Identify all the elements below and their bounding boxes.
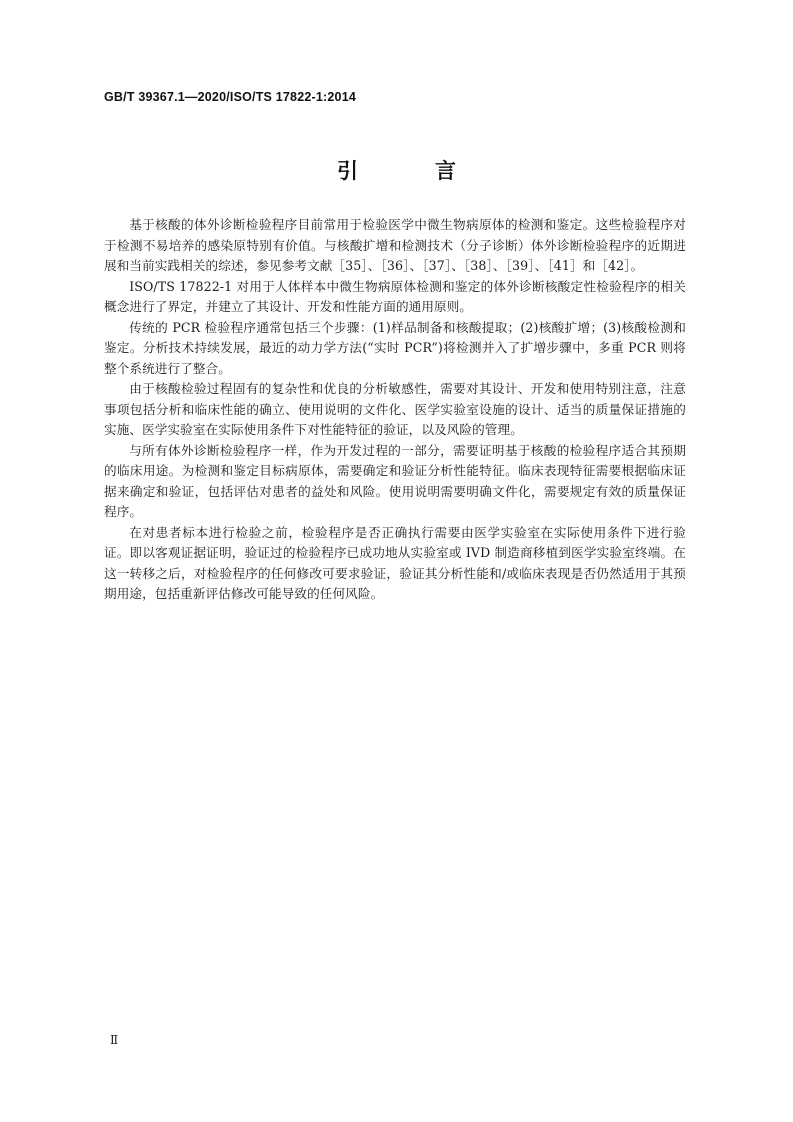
introduction-body	[104, 215, 686, 605]
paragraph-1: 基于核酸的体外诊断检验程序目前常用于检验医学中微生物病原体的检测和鉴定。这些检验程序对于检测不易培养的感染原特别有价值。与核酸扩增和检测技术（分子诊断）体外诊断检验程序的近期进展和当前实践相关的综述，参见参考文献［35］、［36］、［37］、［38］、［39］、［41］和［42］。	[104, 217, 686, 273]
standard-code: GB/T 39367.1—2020/ISO/TS 17822-1:2014	[104, 90, 356, 104]
paragraph-2: ISO/TS 17822-1 对用于人体样本中微生物病原体检测和鉴定的体外诊断核酸定性检验程序的相关概念进行了界定，并建立了其设计、开发和性能方面的通用原则。	[104, 278, 686, 314]
page-number: Ⅱ	[110, 1033, 119, 1047]
paragraph-3: 传统的 PCR 检验程序通常包括三个步骤：(1)样品制备和核酸提取；(2)核酸扩增；(3)核酸检测和鉴定。分析技术持续发展，最近的动力学方法(“实时 PCR”)将检测并入了扩增步骤中，多重 PCR 则将整个系统进行了整合。	[104, 319, 686, 376]
paragraph-5: 与所有体外诊断检验程序一样，作为开发过程的一部分，需要证明基于核酸的检验程序适合其预期的临床用途。为检测和鉴定目标病原体，需要确定和验证分析性能特征。临床表现特征需要根据临床证据来确定和验证，包括评估对患者的益处和风险。使用说明需要明确文件化，需要规定有效的质量保证程序。	[104, 442, 686, 519]
paragraph-6: 在对患者标本进行检验之前，检验程序是否正确执行需要由医学实验室在实际使用条件下进行验证。即以客观证据证明，验证过的检验程序已成功地从实验室或 IVD 制造商移植到医学实验室终端。在这一转移之后，对检验程序的任何修改可要求验证，验证其分析性能和/或临床表现是否仍然适用于其预期用途，包括重新评估修改可能导致的任何风险。	[104, 524, 686, 601]
paragraph-4: 由于核酸检验过程固有的复杂性和优良的分析敏感性，需要对其设计、开发和使用特别注意，注意事项包括分析和临床性能的确立、使用说明的文件化、医学实验室设施的设计、适当的质量保证措施的实施、医学实验室在实际使用条件下对性能特征的验证，以及风险的管理。	[104, 381, 686, 437]
page-title: 引 言	[337, 159, 484, 183]
